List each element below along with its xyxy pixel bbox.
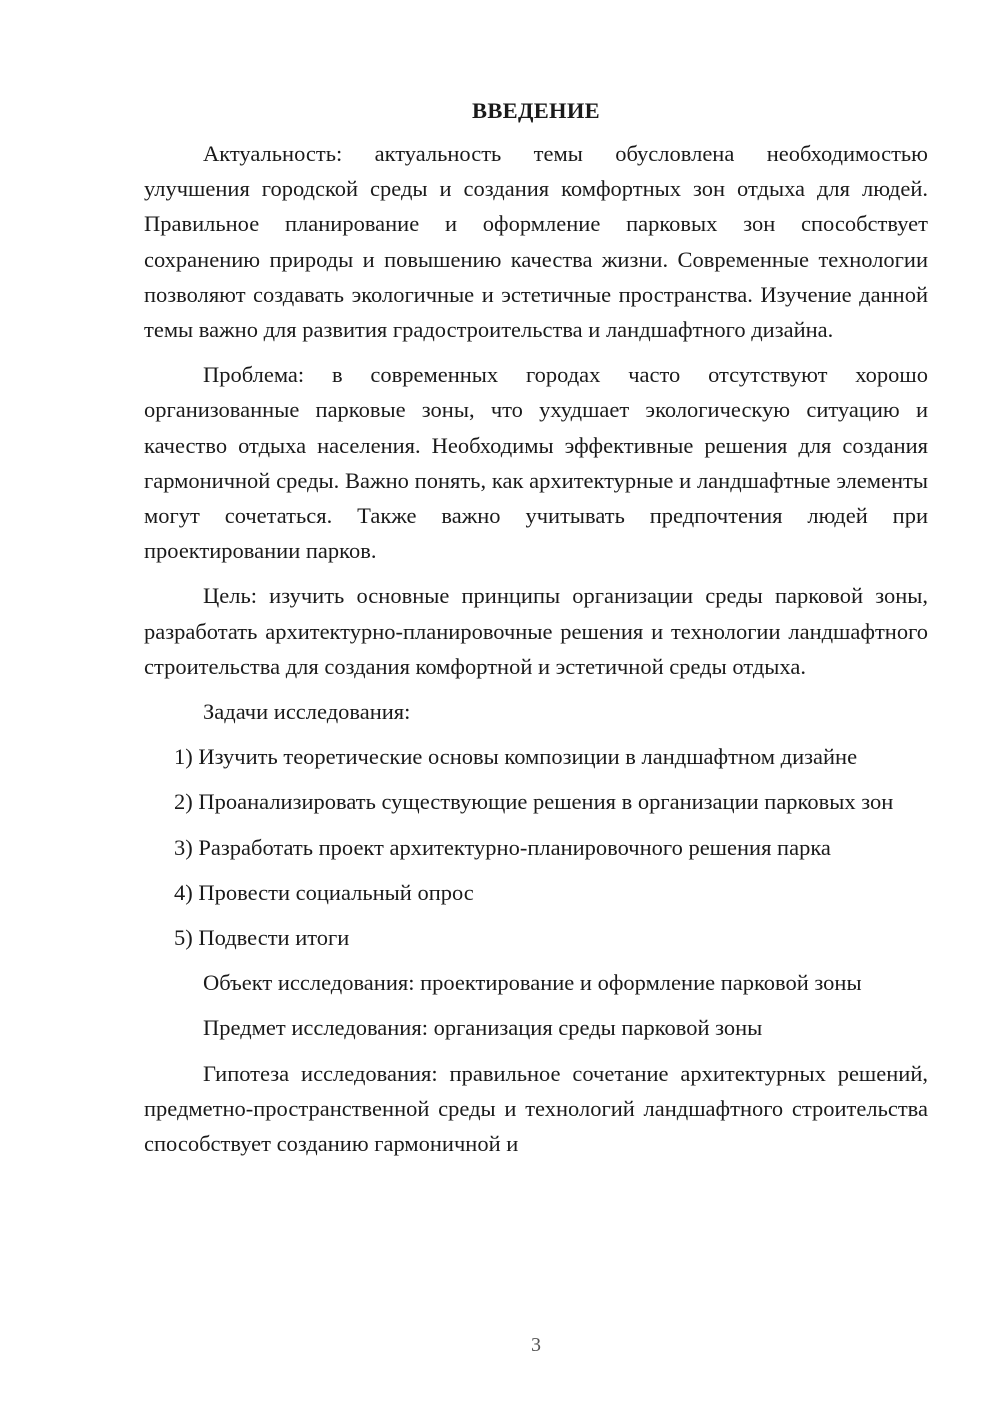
task-item-5: 5) Подвести итоги [174, 925, 350, 951]
hypothesis-paragraph: Гипотеза исследования: правильное сочетание архитектурных решений, предметно-пространственной среды и технологий ландшафтного строительства способствует созданию гармоничной и [144, 1060, 928, 1157]
problem-paragraph: Проблема: в современных городах часто отсутствуют хорошо организованные парковые зоны, что ухудшает экологическую ситуацию и качество отдыха населения. Необходимы эффективные решения для создания гармоничной среды. Важно понять, как архитектурные и ландшафтные элементы могут сочетаться. Также важно учитывать предпочтения людей при проектировании парков. [144, 362, 928, 564]
task-item-3: 3) Разработать проект архитектурно-планировочного решения парка [174, 834, 831, 860]
relevance-paragraph: Актуальность: актуальность темы обусловлена необходимостью улучшения городской среды и создания комфортных зон отдыха для людей. Правильное планирование и оформление парковых зон способствует сохранению природы и повышению качества жизни. Современные технологии позволяют создавать экологичные и эстетичные пространства. Изучение данной темы важно для развития градостроительства и ландшафтного дизайна. [144, 141, 928, 343]
task-item-4: 4) Провести социальный опрос [174, 879, 474, 905]
document-body [144, 96, 928, 1171]
goal-paragraph: Цель: изучить основные принципы организации среды парковой зоны, разработать архитектурно-планировочные решения и технологии ландшафтного строительства для создания комфортной и эстетичной среды отдыха. [144, 583, 928, 679]
task-item-1: 1) Изучить теоретические основы композиции в ландшафтном дизайне [174, 744, 858, 770]
task-item-2: 2) Проанализировать существующие решения в организации парковых зон [174, 789, 894, 815]
subject-paragraph: Предмет исследования: организация среды парковой зоны [203, 1015, 763, 1041]
section-title: ВВЕДЕНИЕ [472, 98, 600, 123]
tasks-heading: Задачи исследования: [203, 699, 411, 725]
page-number: 3 [531, 1334, 541, 1356]
object-paragraph: Объект исследования: проектирование и оформление парковой зоны [203, 970, 862, 996]
